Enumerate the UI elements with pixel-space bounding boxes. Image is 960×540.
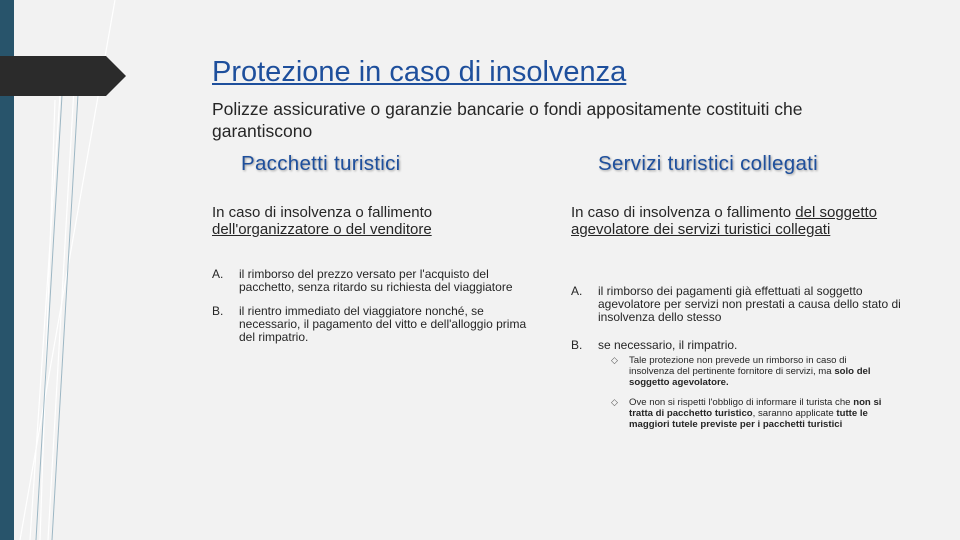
list-item (571, 285, 901, 324)
note-text: Tale protezione non prevede un rimborso in caso di insolvenza del pertinente fornitore di servizi, ma solo del soggetto agevolatore. (629, 355, 871, 388)
right-intro (571, 204, 891, 238)
left-intro (212, 204, 532, 238)
right-intro-underlined: del soggetto agevolatore dei servizi turistici collegati (571, 204, 878, 238)
list-item (212, 268, 542, 294)
list-marker: B. (571, 338, 583, 352)
right-intro-text: In caso di insolvenza o fallimento (571, 204, 792, 221)
diamond-bullet-icon: ◇ (611, 355, 618, 365)
note-item (611, 397, 891, 430)
list-item (571, 339, 901, 352)
title-marker-arrow (0, 56, 126, 96)
left-column-heading: Pacchetti turistici (241, 152, 401, 175)
list-marker: B. (212, 304, 224, 318)
list-marker: A. (571, 284, 583, 298)
list-marker: A. (212, 267, 224, 281)
list-item-text: il rimborso del prezzo versato per l'acquisto del pacchetto, senza ritardo su richiesta del viaggiatore (239, 267, 513, 294)
list-item (212, 305, 542, 344)
diamond-bullet-icon: ◇ (611, 397, 618, 407)
list-item-text: il rimborso dei pagamenti già effettuati al soggetto agevolatore per servizi non prestati a causa dello stato di insolvenza dello stesso (598, 284, 901, 324)
left-list (212, 268, 542, 355)
right-column-heading: Servizi turistici collegati (598, 152, 818, 175)
note-list (611, 397, 891, 430)
left-intro-text: In caso di insolvenza o fallimento (212, 204, 433, 221)
note-item (611, 355, 891, 388)
note-text: Ove non si rispetti l'obbligo di informare il turista che non si tratta di pacchetto turistico, saranno applicate tutte le maggiori tutele previste per i pacchetti turistici (629, 397, 882, 430)
list-item-text: se necessario, il rimpatrio. (598, 338, 738, 352)
subtitle: Polizze assicurative o garanzie bancarie o fondi appositamente costituiti che garantiscono (212, 99, 803, 141)
left-intro-underlined: dell'organizzatore o del venditore (212, 221, 432, 238)
note-list (611, 355, 891, 388)
list-item-text: il rientro immediato del viaggiatore nonché, se necessario, il pagamento del vitto e dell'alloggio prima del rimpatrio. (239, 304, 527, 344)
page-title: Protezione in caso di insolvenza (212, 56, 627, 88)
